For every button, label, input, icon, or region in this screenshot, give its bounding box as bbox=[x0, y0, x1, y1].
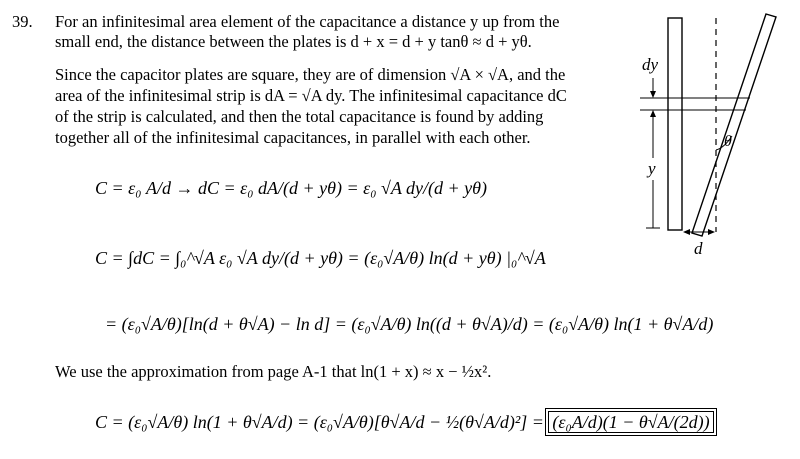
dy-arrowhead-bottom bbox=[650, 110, 656, 117]
paragraph-1 bbox=[55, 12, 559, 52]
approximation-text: We use the approximation from page A-1 that ln(1 + x) ≈ x − ½x². bbox=[55, 362, 492, 381]
paragraph-2-line-2: area of the infinitesimal strip is dA = √A dy. The infinitesimal capacitance dC bbox=[55, 86, 567, 105]
equation-1: C = ε₀ A/d → dC = ε₀ dA/(d + yθ) = ε₀ √A dy/(d + yθ) bbox=[95, 178, 487, 198]
paragraph-2-line-4: together all of the infinitesimal capacitances, in parallel with each other. bbox=[55, 128, 531, 147]
equation-4 bbox=[95, 412, 714, 433]
y-label: y bbox=[648, 159, 656, 178]
paragraph-2-line-3: of the strip is calculated, and then the total capacitance is found by adding bbox=[55, 107, 544, 126]
equation-4-result-box: (ε₀A/d)(1 − θ√A/(2d)) bbox=[548, 411, 713, 433]
dy-arrowhead-top bbox=[650, 91, 656, 98]
equation-4-main: C = (ε₀√A/θ) ln(1 + θ√A/d) = (ε₀√A/θ)[θ√A/d − ½(θ√A/d)²] = bbox=[95, 412, 544, 432]
d-arrowhead-left bbox=[683, 229, 690, 235]
paragraph-2 bbox=[55, 64, 567, 148]
paragraph-1-line-2: small end, the distance between the plates is d + x = d + y tanθ ≈ d + yθ. bbox=[55, 32, 532, 51]
dy-label: dy bbox=[642, 55, 659, 74]
left-plate bbox=[668, 18, 682, 230]
theta-label: θ bbox=[724, 133, 732, 150]
capacitor-figure bbox=[600, 0, 800, 260]
problem-number: 39. bbox=[12, 12, 33, 31]
right-plate bbox=[692, 14, 776, 236]
d-label: d bbox=[694, 239, 703, 258]
d-arrowhead-right bbox=[708, 229, 715, 235]
paragraph-1-line-1: For an infinitesimal area element of the capacitance a distance y up from the bbox=[55, 12, 560, 31]
equation-3: = (ε₀√A/θ)[ln(d + θ√A) − ln d] = (ε₀√A/θ) ln((d + θ√A)/d) = (ε₀√A/θ) ln(1 + θ√A/d) bbox=[105, 314, 714, 334]
paragraph-2-line-1: Since the capacitor plates are square, they are of dimension √A × √A, and the bbox=[55, 65, 566, 84]
equation-2: C = ∫dC = ∫₀^√A ε₀ √A dy/(d + yθ) = (ε₀√A/θ) ln(d + yθ) |₀^√A bbox=[95, 248, 546, 268]
